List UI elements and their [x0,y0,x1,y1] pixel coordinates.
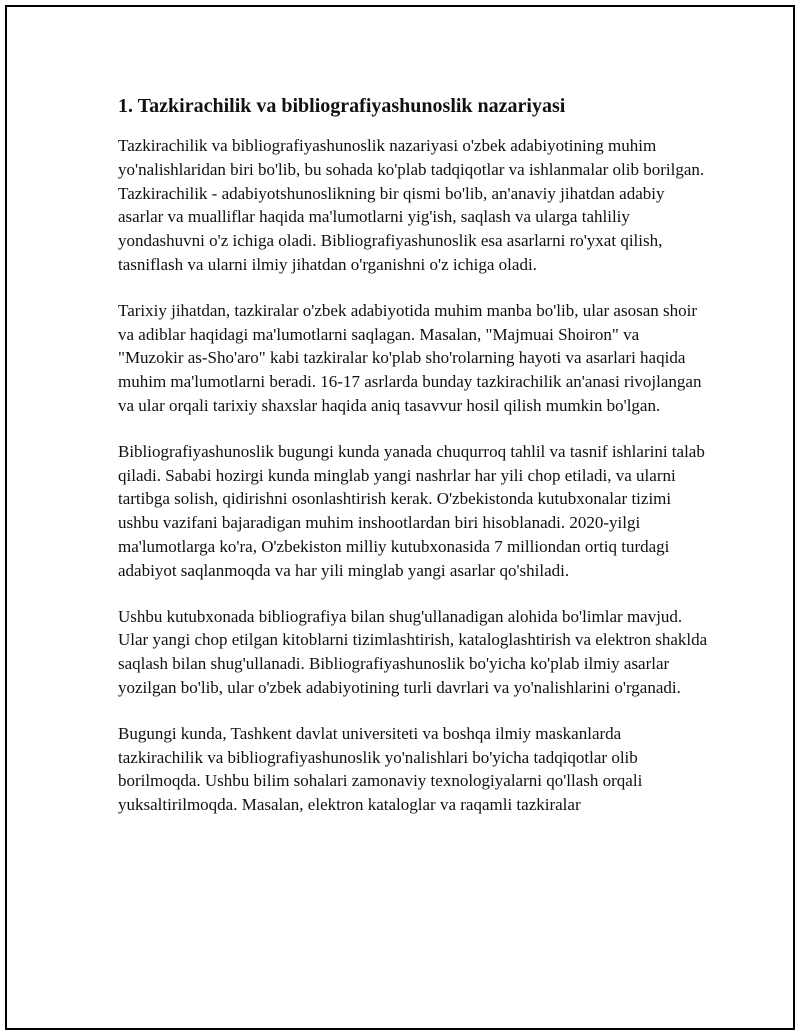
paragraph: Bugungi kunda, Tashkent davlat universiteti va boshqa ilmiy maskanlarda tazkirachilik va bibliografiyashunoslik yo'nalishlari bo'yicha tadqiqotlar olib borilmoqda. Ushbu bilim sohalari zamonaviy texnologiyalarni qo'llash orqali yuksaltirilmoqda. Masalan, elektron kataloglar va raqamli tazkiralar [118,723,643,815]
document-body [118,92,708,839]
paragraph: Ushbu kutubxonada bibliografiya bilan shug'ullanadigan alohida bo'limlar mavjud. Ular yangi chop etilgan kitoblarni tizimlashtirish, kataloglashtirish va elektron shaklda saqlash bilan shug'ullanadi. Bibliografiyashunoslik bo'yicha ko'plab ilmiy asarlar yozilgan bo'lib, ular o'zbek adabiyotining turli davrlari va yo'nalishlarini o'rganadi. [118,606,708,697]
paragraph: Bibliografiyashunoslik bugungi kunda yanada chuqurroq tahlil va tasnif ishlarini talab qiladi. Sababi hozirgi kunda minglab yangi nashrlar har yili chop etiladi, va ularni tartibga solish, qidirishni osonlashtirish kerak. O'zbekistonda kutubxonalar tizimi ushbu vazifani bajaradigan muhim inshootlardan biri hisoblanadi. 2020-yilgi ma'lumotlarga ko'ra, O'zbekiston milliy kutubxonasida 7 milliondan ortiq turdagi adabiyot saqlanmoqda va har yili minglab yangi asarlar qo'shiladi. [118,441,705,580]
paragraph: Tazkirachilik va bibliografiyashunoslik nazariyasi o'zbek adabiyotining muhim yo'nalishlaridan biri bo'lib, bu sohada ko'plab tadqiqotlar va ishlanmalar olib borilgan. Tazkirachilik - adabiyotshunoslikning bir qismi bo'lib, an'anaviy jihatdan adabiy asarlar va mualliflar haqida ma'lumotlarni yig'ish, saqlash va ularga tahliliy yondashuvni o'z ichiga oladi. Bibliografiyashunoslik esa asarlarni ro'yxat qilish, tasniflash va ularni ilmiy jihatdan o'rganishni o'z ichiga oladi. [118,136,705,274]
section-heading: 1. Tazkirachilik va bibliografiyashunoslik nazariyasi [118,95,566,117]
paragraph: Tarixiy jihatdan, tazkiralar o'zbek adabiyotida muhim manba bo'lib, ular asosan shoir va adiblar haqidagi ma'lumotlarni saqlagan. Masalan, "Majmuai Shoiron" va "Muzokir as-Sho'aro" kabi tazkiralar ko'plab sho'rolarning hayoti va asarlari haqida muhim ma'lumotlarni beradi. 16-17 asrlarda bunday tazkirachilik an'anasi rivojlangan va ular orqali tarixiy shaxslar haqida aniq tasavvur hosil qilish mumkin bo'lgan. [118,300,702,415]
